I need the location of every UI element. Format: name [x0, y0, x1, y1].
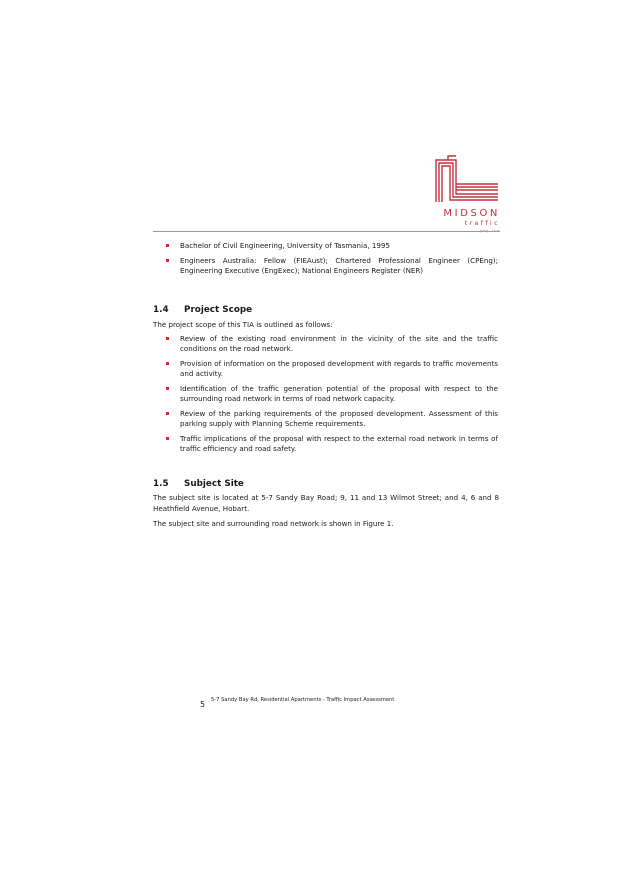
section-heading-project-scope: 1.4 Project Scope	[153, 305, 253, 315]
header-rule	[153, 231, 500, 232]
bullet-icon	[166, 259, 169, 262]
midson-logo	[434, 154, 500, 236]
bullet-icon	[166, 244, 169, 247]
page-number: 5	[200, 700, 206, 709]
logo-brand-sub: traffic	[464, 220, 500, 227]
list-item: Identification of the traffic generation potential of the proposal with respect to the surrounding road network in terms of road network capacity.	[166, 384, 498, 404]
midson-logo-mark-icon	[434, 154, 500, 206]
logo-brand-name: MIDSON	[443, 208, 500, 219]
bullet-icon	[166, 412, 169, 415]
footer-title: 5-7 Sandy Bay Rd, Residential Apartments - Traffic Impact Assessment	[211, 697, 395, 703]
bullet-icon	[166, 362, 169, 365]
bullet-icon	[166, 437, 169, 440]
subject-site-para-2: The subject site and surrounding road network is shown in Figure 1.	[153, 519, 394, 528]
bullet-icon	[166, 337, 169, 340]
project-scope-intro: The project scope of this TIA is outlined as follows:	[153, 320, 333, 329]
list-item: Review of the parking requirements of the proposed development. Assessment of this parking supply with Planning Scheme requirements.	[166, 409, 498, 429]
list-item: Bachelor of Civil Engineering, University of Tasmania, 1995	[166, 241, 498, 251]
list-item: Engineers Australia: Fellow (FIEAust); Chartered Professional Engineer (CPEng); Engineering Executive (EngExec); National Engineers Register (NER)	[166, 256, 498, 276]
qualifications-list	[166, 241, 498, 281]
list-item: Provision of information on the proposed development with regards to traffic movements and activity.	[166, 359, 498, 379]
list-item: Traffic implications of the proposal with respect to the external road network in terms of traffic efficiency and road safety.	[166, 434, 498, 454]
section-heading-subject-site: 1.5 Subject Site	[153, 479, 244, 489]
project-scope-list	[166, 334, 498, 459]
list-item: Review of the existing road environment in the vicinity of the site and the traffic conditions on the road network.	[166, 334, 498, 354]
subject-site-para-1: The subject site is located at 5-7 Sandy Bay Road; 9, 11 and 13 Wilmot Street; and 4, 6 and 8 Heathfield Avenue, Hobart.	[153, 493, 499, 513]
bullet-icon	[166, 387, 169, 390]
